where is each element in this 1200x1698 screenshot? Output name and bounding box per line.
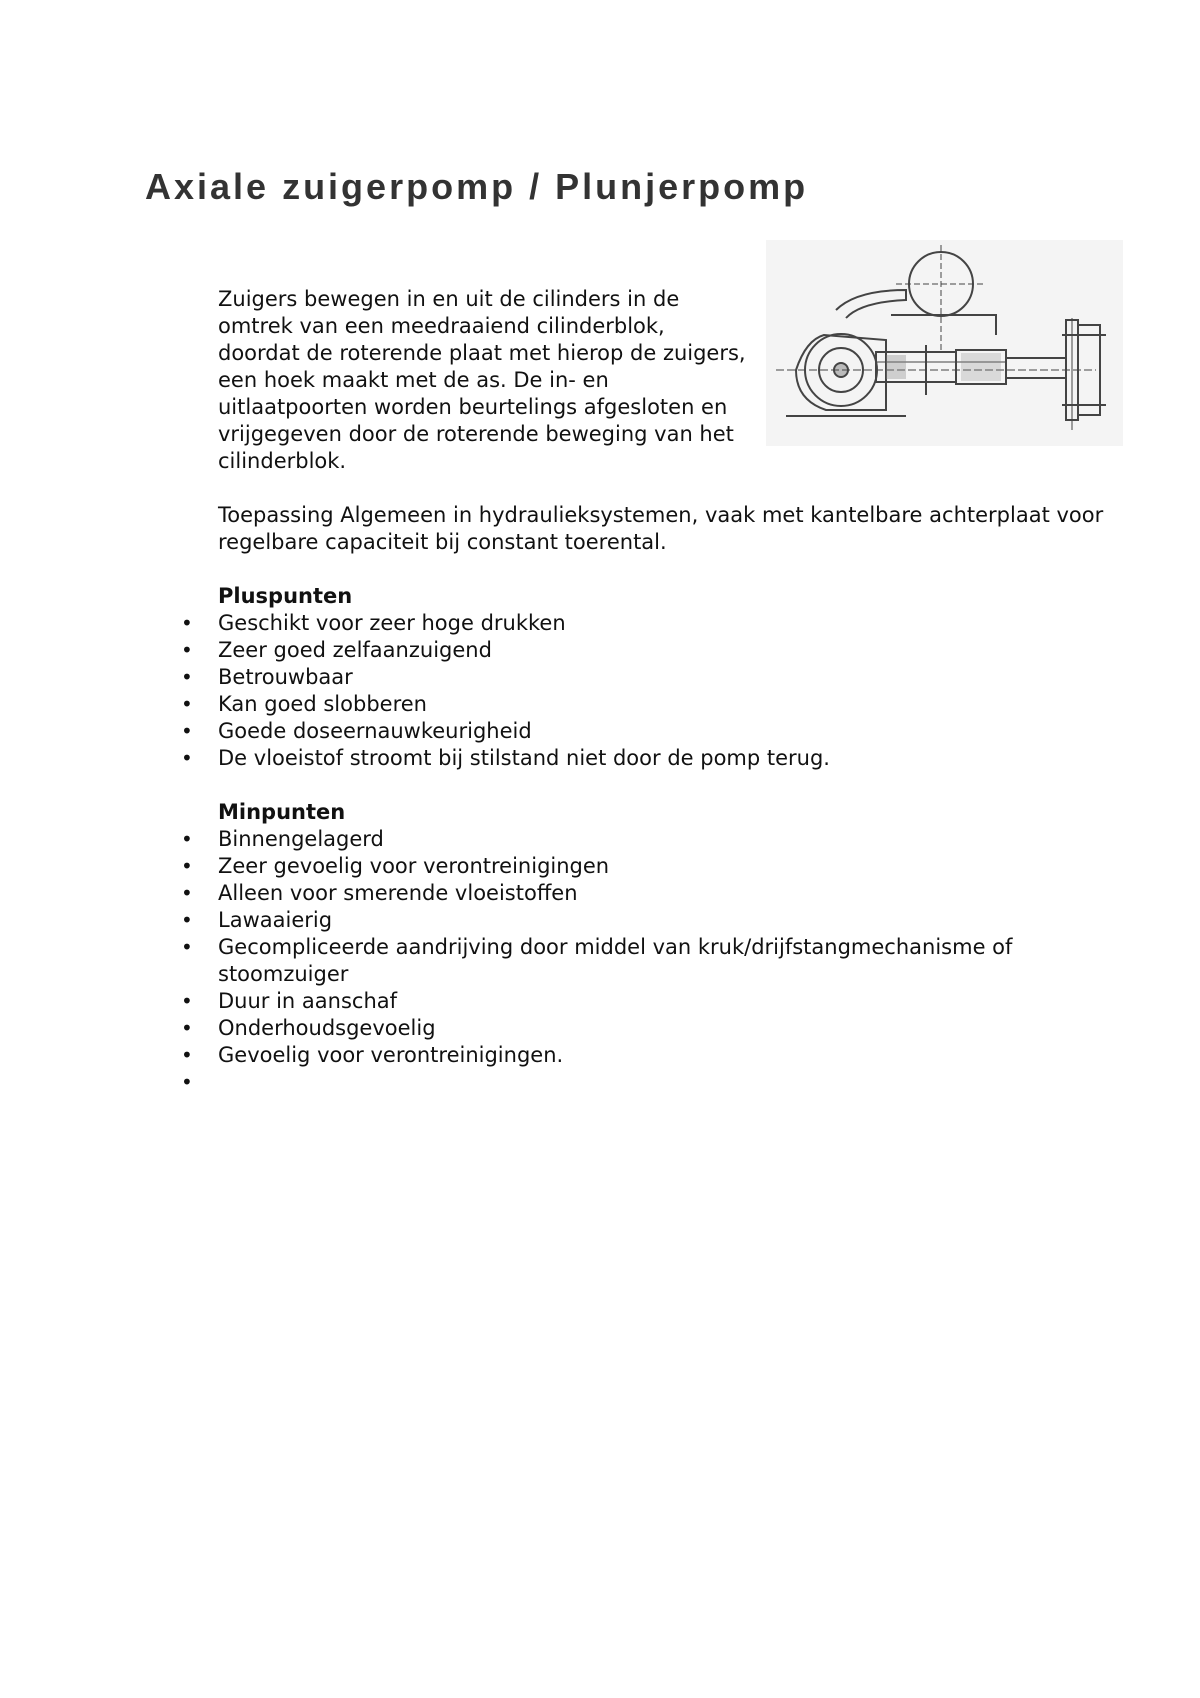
bullet-icon: • bbox=[181, 854, 193, 878]
list-item-text: Kan goed slobberen bbox=[218, 692, 427, 716]
bullet-icon: • bbox=[181, 746, 193, 770]
bullet-icon: • bbox=[181, 908, 193, 932]
list-item bbox=[181, 637, 1118, 664]
page-title: Axiale zuigerpomp / Plunjerpomp bbox=[145, 166, 809, 207]
list-item-text bbox=[218, 1069, 1118, 1096]
document-body bbox=[181, 286, 1118, 1096]
description-text: Zuigers bewegen in en uit de cilinders in de omtrek van een meedraaiend cilinderblok, doordat de roterende plaat met hierop de zuigers, een hoek maakt met de as. De in- en uitlaatpoorten worden beurtelings afgesloten en vrijgegeven door de roterende beweging van het cilinderblok. bbox=[218, 287, 746, 473]
list-item bbox=[181, 988, 1118, 1015]
bullet-icon: • bbox=[181, 692, 193, 716]
list-item-text: Duur in aanschaf bbox=[218, 989, 398, 1013]
list-item bbox=[181, 853, 1118, 880]
list-item bbox=[181, 1015, 1118, 1042]
list-item-text: Gevoelig voor verontreinigingen. bbox=[218, 1043, 564, 1067]
bullet-icon: • bbox=[181, 1043, 193, 1067]
pump-drawing-icon bbox=[766, 240, 1123, 446]
list-item-text: Binnengelagerd bbox=[218, 827, 384, 851]
list-item-text: Onderhoudsgevoelig bbox=[218, 1016, 436, 1040]
list-item-text: Alleen voor smerende vloeistoffen bbox=[218, 881, 578, 905]
bullet-icon: • bbox=[181, 665, 193, 689]
list-item-text: Zeer goed zelfaanzuigend bbox=[218, 638, 492, 662]
bullet-icon: • bbox=[181, 719, 193, 743]
list-item bbox=[181, 664, 1118, 691]
pluspunten-heading: Pluspunten bbox=[218, 584, 353, 608]
list-item bbox=[181, 718, 1118, 745]
list-item-text: Gecompliceerde aandrijving door middel van kruk/drijfstangmechanisme of stoomzuiger bbox=[218, 935, 1013, 986]
list-item-text: Lawaaierig bbox=[218, 908, 333, 932]
minpunten-heading: Minpunten bbox=[218, 800, 346, 824]
list-item bbox=[181, 934, 1118, 988]
list-item bbox=[181, 907, 1118, 934]
list-item bbox=[181, 826, 1118, 853]
list-item-text: Geschikt voor zeer hoge drukken bbox=[218, 611, 566, 635]
bullet-icon: • bbox=[181, 989, 193, 1013]
bullet-icon: • bbox=[181, 935, 193, 959]
list-item bbox=[181, 1042, 1118, 1069]
list-item bbox=[181, 1069, 1118, 1096]
list-item bbox=[181, 880, 1118, 907]
list-item-text: De vloeistof stroomt bij stilstand niet door de pomp terug. bbox=[218, 746, 830, 770]
minpunten-list bbox=[181, 826, 1118, 1096]
bullet-icon: • bbox=[181, 638, 193, 662]
pluspunten-list bbox=[181, 610, 1118, 772]
bullet-icon: • bbox=[181, 881, 193, 905]
list-item bbox=[181, 610, 1118, 637]
bullet-icon: • bbox=[181, 611, 193, 635]
list-item bbox=[181, 745, 1118, 772]
bullet-icon: • bbox=[181, 827, 193, 851]
list-item-text: Betrouwbaar bbox=[218, 665, 353, 689]
bullet-icon: • bbox=[181, 1070, 193, 1094]
list-item-text: Goede doseernauwkeurigheid bbox=[218, 719, 532, 743]
application-text: Toepassing Algemeen in hydraulieksystemen, vaak met kantelbare achterplaat voor regelbare capaciteit bij constant toerental. bbox=[218, 503, 1104, 554]
list-item bbox=[181, 691, 1118, 718]
list-item-text: Zeer gevoelig voor verontreinigingen bbox=[218, 854, 610, 878]
bullet-icon: • bbox=[181, 1016, 193, 1040]
